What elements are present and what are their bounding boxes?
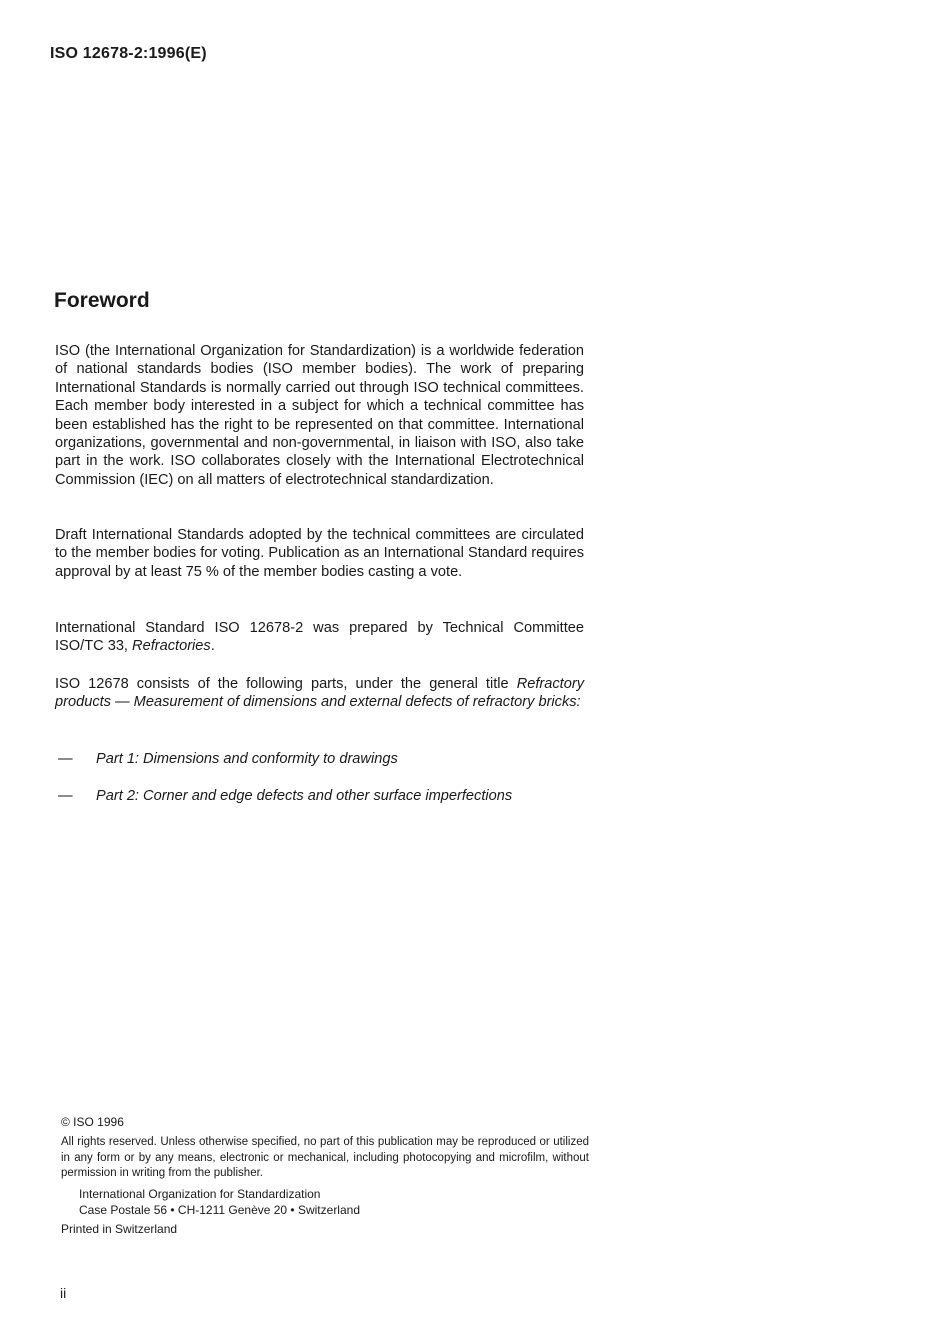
rights-statement: All rights reserved. Unless otherwise specified, no part of this publication may be reproduced or utilized in any form or by any means, electronic or mechanical, including photocopying and microfilm, without permission in writing from the publisher. [61,1136,589,1179]
part-1-title: Part 1: Dimensions and conformity to drawings [96,751,398,767]
foreword-paragraph-3 [55,619,584,656]
list-item [58,787,512,805]
copyright-notice: © ISO 1996 [61,1115,124,1129]
printed-location: Printed in Switzerland [61,1222,178,1236]
committee-title: Refractories [132,638,211,655]
foreword-paragraph-1: ISO (the International Organization for Standardization) is a worldwide federation of national standards bodies (ISO member bodies). The work of preparing International Standards is normally carried out through ISO technical committees. Each member body interested in a subject for which a technical committee has been established has the right to be represented on that committee. International organizations, governmental and non-governmental, in liaison with ISO, also take part in the work. ISO collaborates closely with the International Electrotechnical Commission (IEC) on all matters of electrotechnical standardization. [55,343,584,488]
postal-address: Case Postale 56 • CH-1211 Genève 20 • Switzerland [79,1203,360,1217]
list-dash: — [58,788,73,804]
publisher-address [79,1186,360,1218]
document-id: ISO 12678-2:1996(E) [50,45,207,62]
paragraph-3-text: International Standard ISO 12678-2 was prepared by Technical Committee ISO/TC 33, [55,620,584,655]
foreword-paragraph-4 [55,675,584,712]
part-2-title: Part 2: Corner and edge defects and other surface imperfections [96,788,513,804]
paragraph-4-text: ISO 12678 consists of the following parts, under the general title [55,676,517,692]
paragraph-3-end: . [210,638,215,655]
list-dash: — [58,751,73,767]
foreword-paragraph-2: Draft International Standards adopted by the technical committees are circulated to the member bodies for voting. Publication as an International Standard requires approval by at least 75 % of the member bodies casting a vote. [55,527,584,580]
list-item [58,750,398,768]
page-number: ii [60,1285,67,1301]
section-title: Foreword [54,289,150,312]
general-title: Refractory products — Measurement of dimensions and external defects of refractory bricks: [55,676,584,711]
organization-name: International Organization for Standardization [79,1187,321,1201]
